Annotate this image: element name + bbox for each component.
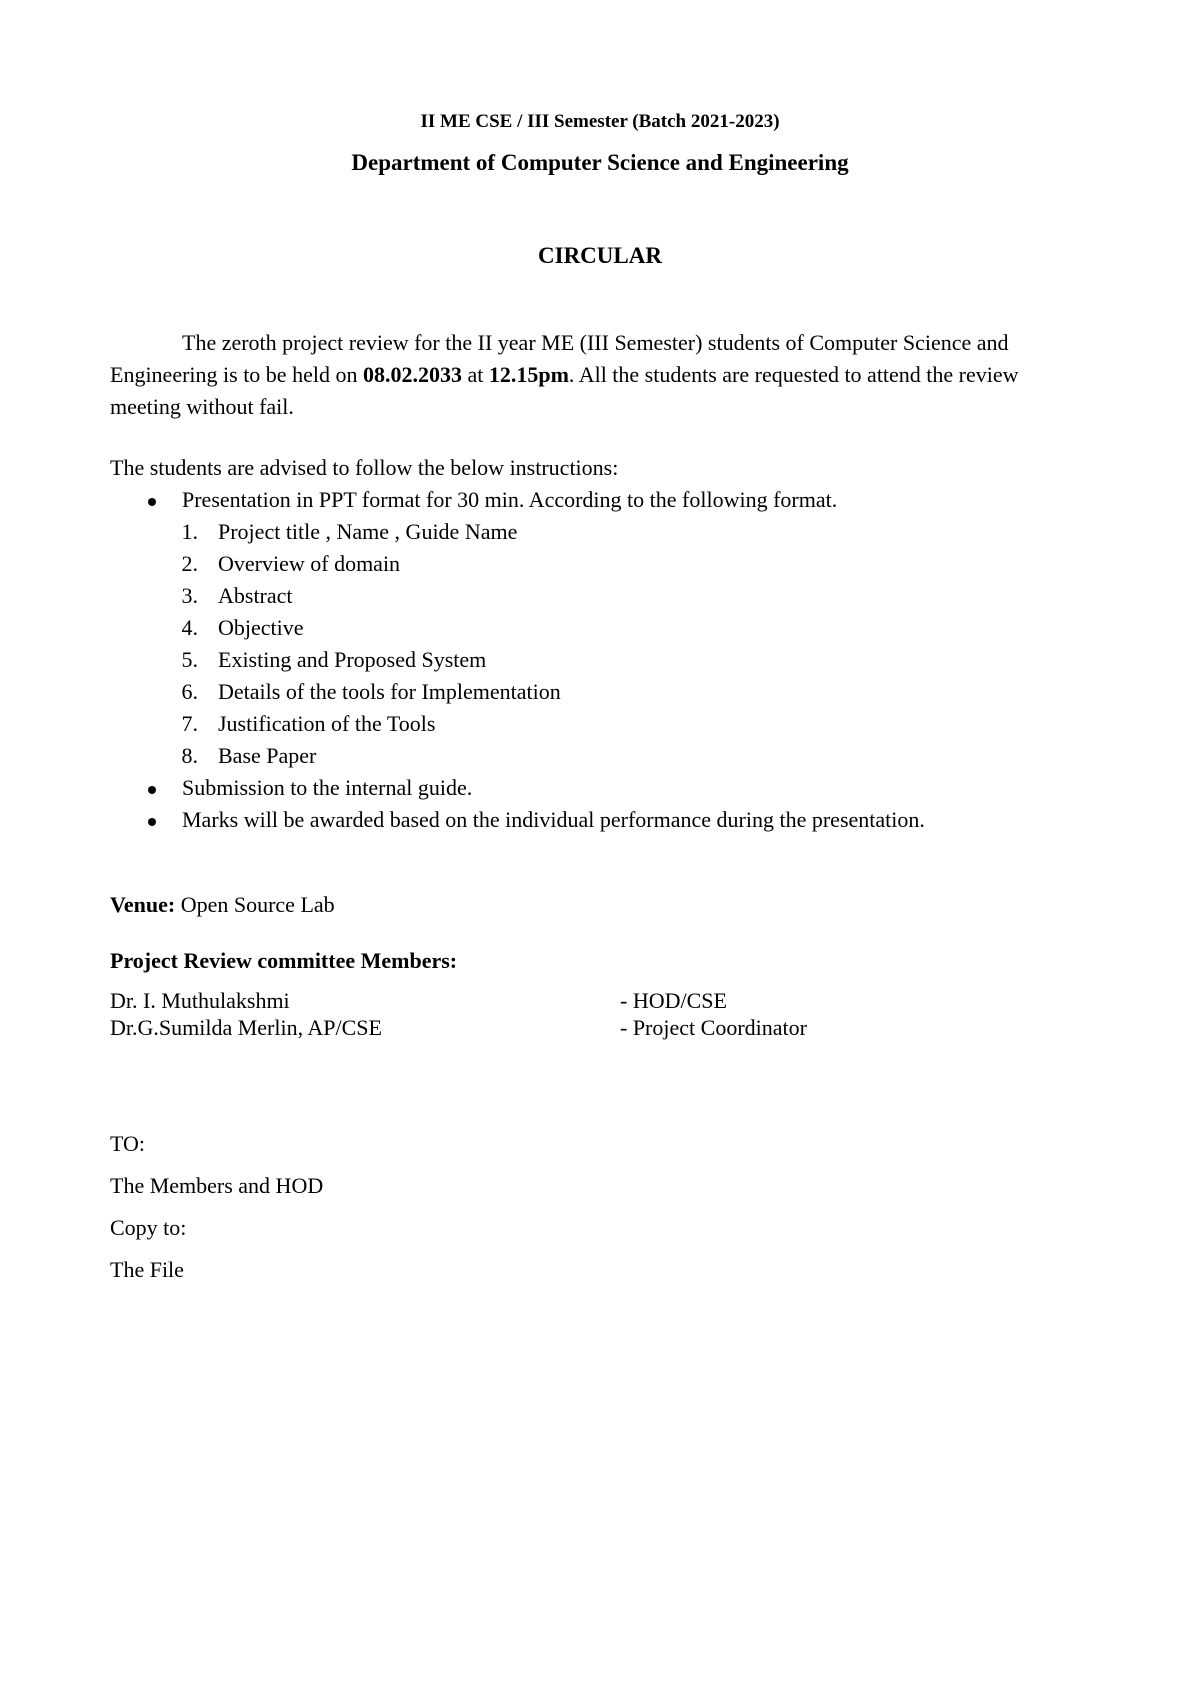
intro-line-2-start: Engineering is to be held on [110,362,363,387]
to-recipients: The Members and HOD [110,1173,324,1198]
format-item-text: Overview of domain [218,551,401,576]
intro-line-2 [110,362,1019,388]
bullet-icon [148,818,156,826]
circular-heading: CIRCULAR [538,243,662,268]
member-name: Dr.G.Sumilda Merlin, AP/CSE [110,1015,382,1040]
venue-line [110,892,335,918]
review-date: 08.02.2033 [362,362,462,387]
format-item-number: 6. [181,679,198,704]
venue-value: Open Source Lab [180,892,335,917]
batch-line: II ME CSE / III Semester (Batch 2021-2023) [420,111,780,132]
format-item-text: Objective [218,615,304,640]
format-item-text: Abstract [218,583,293,608]
bullet-icon [148,786,156,794]
format-item-text: Project title , Name , Guide Name [218,519,518,544]
format-item-number: 2. [181,551,198,576]
copy-to-label: Copy to: [110,1215,187,1240]
to-label: TO: [110,1131,146,1156]
format-item-number: 8. [181,743,198,768]
instructions-lead: The students are advised to follow the below instructions: [110,455,619,480]
review-time: 12.15pm [488,362,569,387]
format-item-number: 5. [181,647,198,672]
format-item-number: 1. [181,519,198,544]
format-item-text: Base Paper [218,743,317,768]
format-item-text: Existing and Proposed System [218,647,487,672]
intro-line-2-end: . All the students are requested to attend the review [568,362,1019,387]
format-item-text: Justification of the Tools [218,711,436,736]
intro-line-1: The zeroth project review for the II year ME (III Semester) students of Computer Science and [182,330,1009,355]
format-item-number: 3. [181,583,198,608]
bullet-presentation: Presentation in PPT format for 30 min. According to the following format. [182,487,838,512]
venue-label: Venue: [110,892,176,917]
format-item-number: 4. [181,615,198,640]
member-name: Dr. I. Muthulakshmi [110,988,290,1013]
intro-line-2-at: at [461,362,489,387]
bullet-marks: Marks will be awarded based on the individual performance during the presentation. [182,807,925,832]
copy-to-recipient: The File [110,1257,184,1282]
member-role: - Project Coordinator [620,1015,807,1040]
intro-line-3: meeting without fail. [110,394,294,419]
bullet-submission: Submission to the internal guide. [182,775,473,800]
format-item-number: 7. [181,711,198,736]
committee-heading: Project Review committee Members: [110,948,458,973]
member-role: - HOD/CSE [620,988,727,1013]
format-item-text: Details of the tools for Implementation [218,679,561,704]
department-title: Department of Computer Science and Engineering [351,150,849,175]
bullet-icon [148,498,156,506]
